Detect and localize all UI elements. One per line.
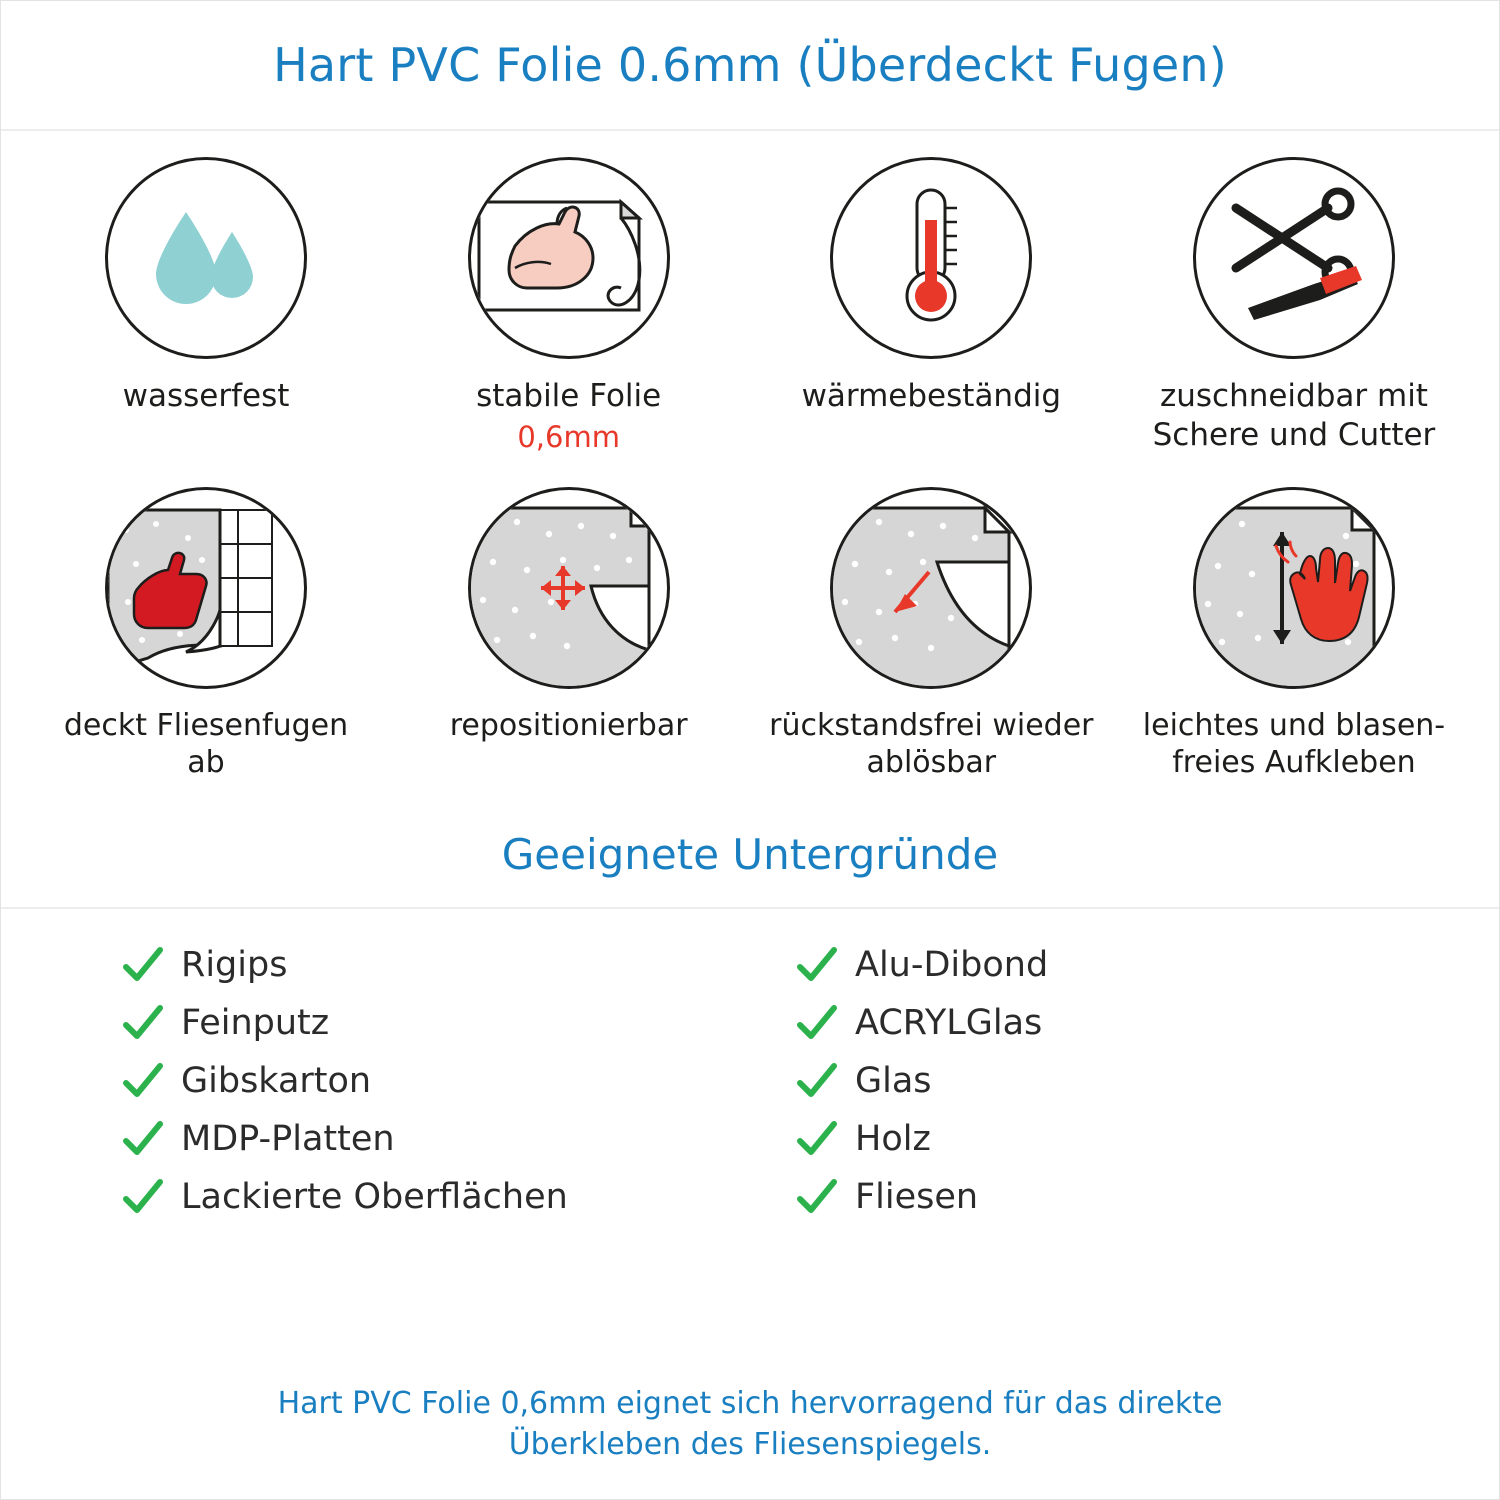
check-icon	[795, 1059, 839, 1103]
surfaces-column-right	[795, 943, 1379, 1233]
hand-smoothing-icon	[1193, 487, 1395, 689]
feature-wasserfest	[41, 157, 371, 459]
feature-label: repositionierbar	[449, 707, 688, 743]
check-icon	[795, 943, 839, 987]
list-item	[121, 1059, 705, 1103]
feature-label: zuschneidbar mit Schere und Cutter	[1152, 378, 1436, 453]
list-item-label: Gibskarton	[181, 1060, 372, 1101]
list-item-label: Rigips	[181, 944, 288, 985]
check-icon	[795, 1001, 839, 1045]
list-item	[795, 1001, 1379, 1045]
list-item	[795, 1117, 1379, 1161]
check-icon	[121, 1001, 165, 1045]
feature-label: leichtes und blasen- freies Aufkleben	[1142, 707, 1446, 780]
list-item-label: Alu-Dibond	[855, 944, 1049, 985]
page-title: Hart PVC Folie 0.6mm (Überdeckt Fugen)	[273, 38, 1227, 92]
feature-waermebestaendig	[766, 157, 1096, 459]
feature-label: wasserfest	[122, 378, 290, 414]
check-icon	[121, 1059, 165, 1103]
list-item-label: Lackierte Oberflächen	[181, 1176, 568, 1217]
feature-leichtes-aufkleben	[1129, 487, 1459, 782]
list-item	[121, 1175, 705, 1219]
list-item	[795, 943, 1379, 987]
water-drops-icon	[105, 157, 307, 359]
list-item	[121, 1117, 705, 1161]
feature-label: deckt Fliesenfugen ab	[63, 707, 349, 780]
feature-label: rückstandsfrei wieder ablösbar	[769, 707, 1094, 780]
list-item	[121, 1001, 705, 1045]
feature-stabile-folie	[404, 157, 734, 459]
suitable-surfaces-list	[1, 909, 1499, 1233]
check-icon	[121, 1175, 165, 1219]
feature-row-2	[41, 487, 1459, 782]
list-item-label: ACRYLGlas	[855, 1002, 1043, 1043]
flexing-arm-foil-icon	[468, 157, 670, 359]
feature-grid	[1, 131, 1499, 782]
list-item	[795, 1059, 1379, 1103]
list-item-label: MDP-Platten	[181, 1118, 395, 1159]
check-icon	[795, 1117, 839, 1161]
feature-row-1	[41, 157, 1459, 459]
list-item	[795, 1175, 1379, 1219]
list-item	[121, 943, 705, 987]
surfaces-column-left	[121, 943, 705, 1233]
thumbs-up-tiles-icon	[105, 487, 307, 689]
feature-sublabel: 0,6mm	[517, 419, 620, 454]
feature-rueckstandsfrei	[766, 487, 1096, 782]
list-item-label: Fliesen	[855, 1176, 979, 1217]
scissors-cutter-icon	[1193, 157, 1395, 359]
section-heading-untergruende: Geeignete Untergründe	[1, 830, 1499, 909]
feature-zuschneidbar	[1129, 157, 1459, 459]
feature-label: wärmebeständig	[801, 378, 1062, 414]
feature-deckt-fliesenfugen	[41, 487, 371, 782]
list-item-label: Feinputz	[181, 1002, 330, 1043]
thermometer-icon	[830, 157, 1032, 359]
list-item-label: Holz	[855, 1118, 931, 1159]
reposition-arrows-icon	[468, 487, 670, 689]
peel-off-arrow-icon	[830, 487, 1032, 689]
feature-label: stabile Folie	[476, 378, 662, 414]
check-icon	[121, 943, 165, 987]
footer-line-1: Hart PVC Folie 0,6mm eignet sich hervorragend für das direkte	[277, 1386, 1223, 1421]
footer-note	[1, 1384, 1499, 1465]
check-icon	[795, 1175, 839, 1219]
check-icon	[121, 1117, 165, 1161]
list-item-label: Glas	[855, 1060, 932, 1101]
header	[1, 1, 1499, 131]
footer-line-2: Überkleben des Fliesenspiegels.	[508, 1426, 992, 1462]
feature-repositionierbar	[404, 487, 734, 782]
